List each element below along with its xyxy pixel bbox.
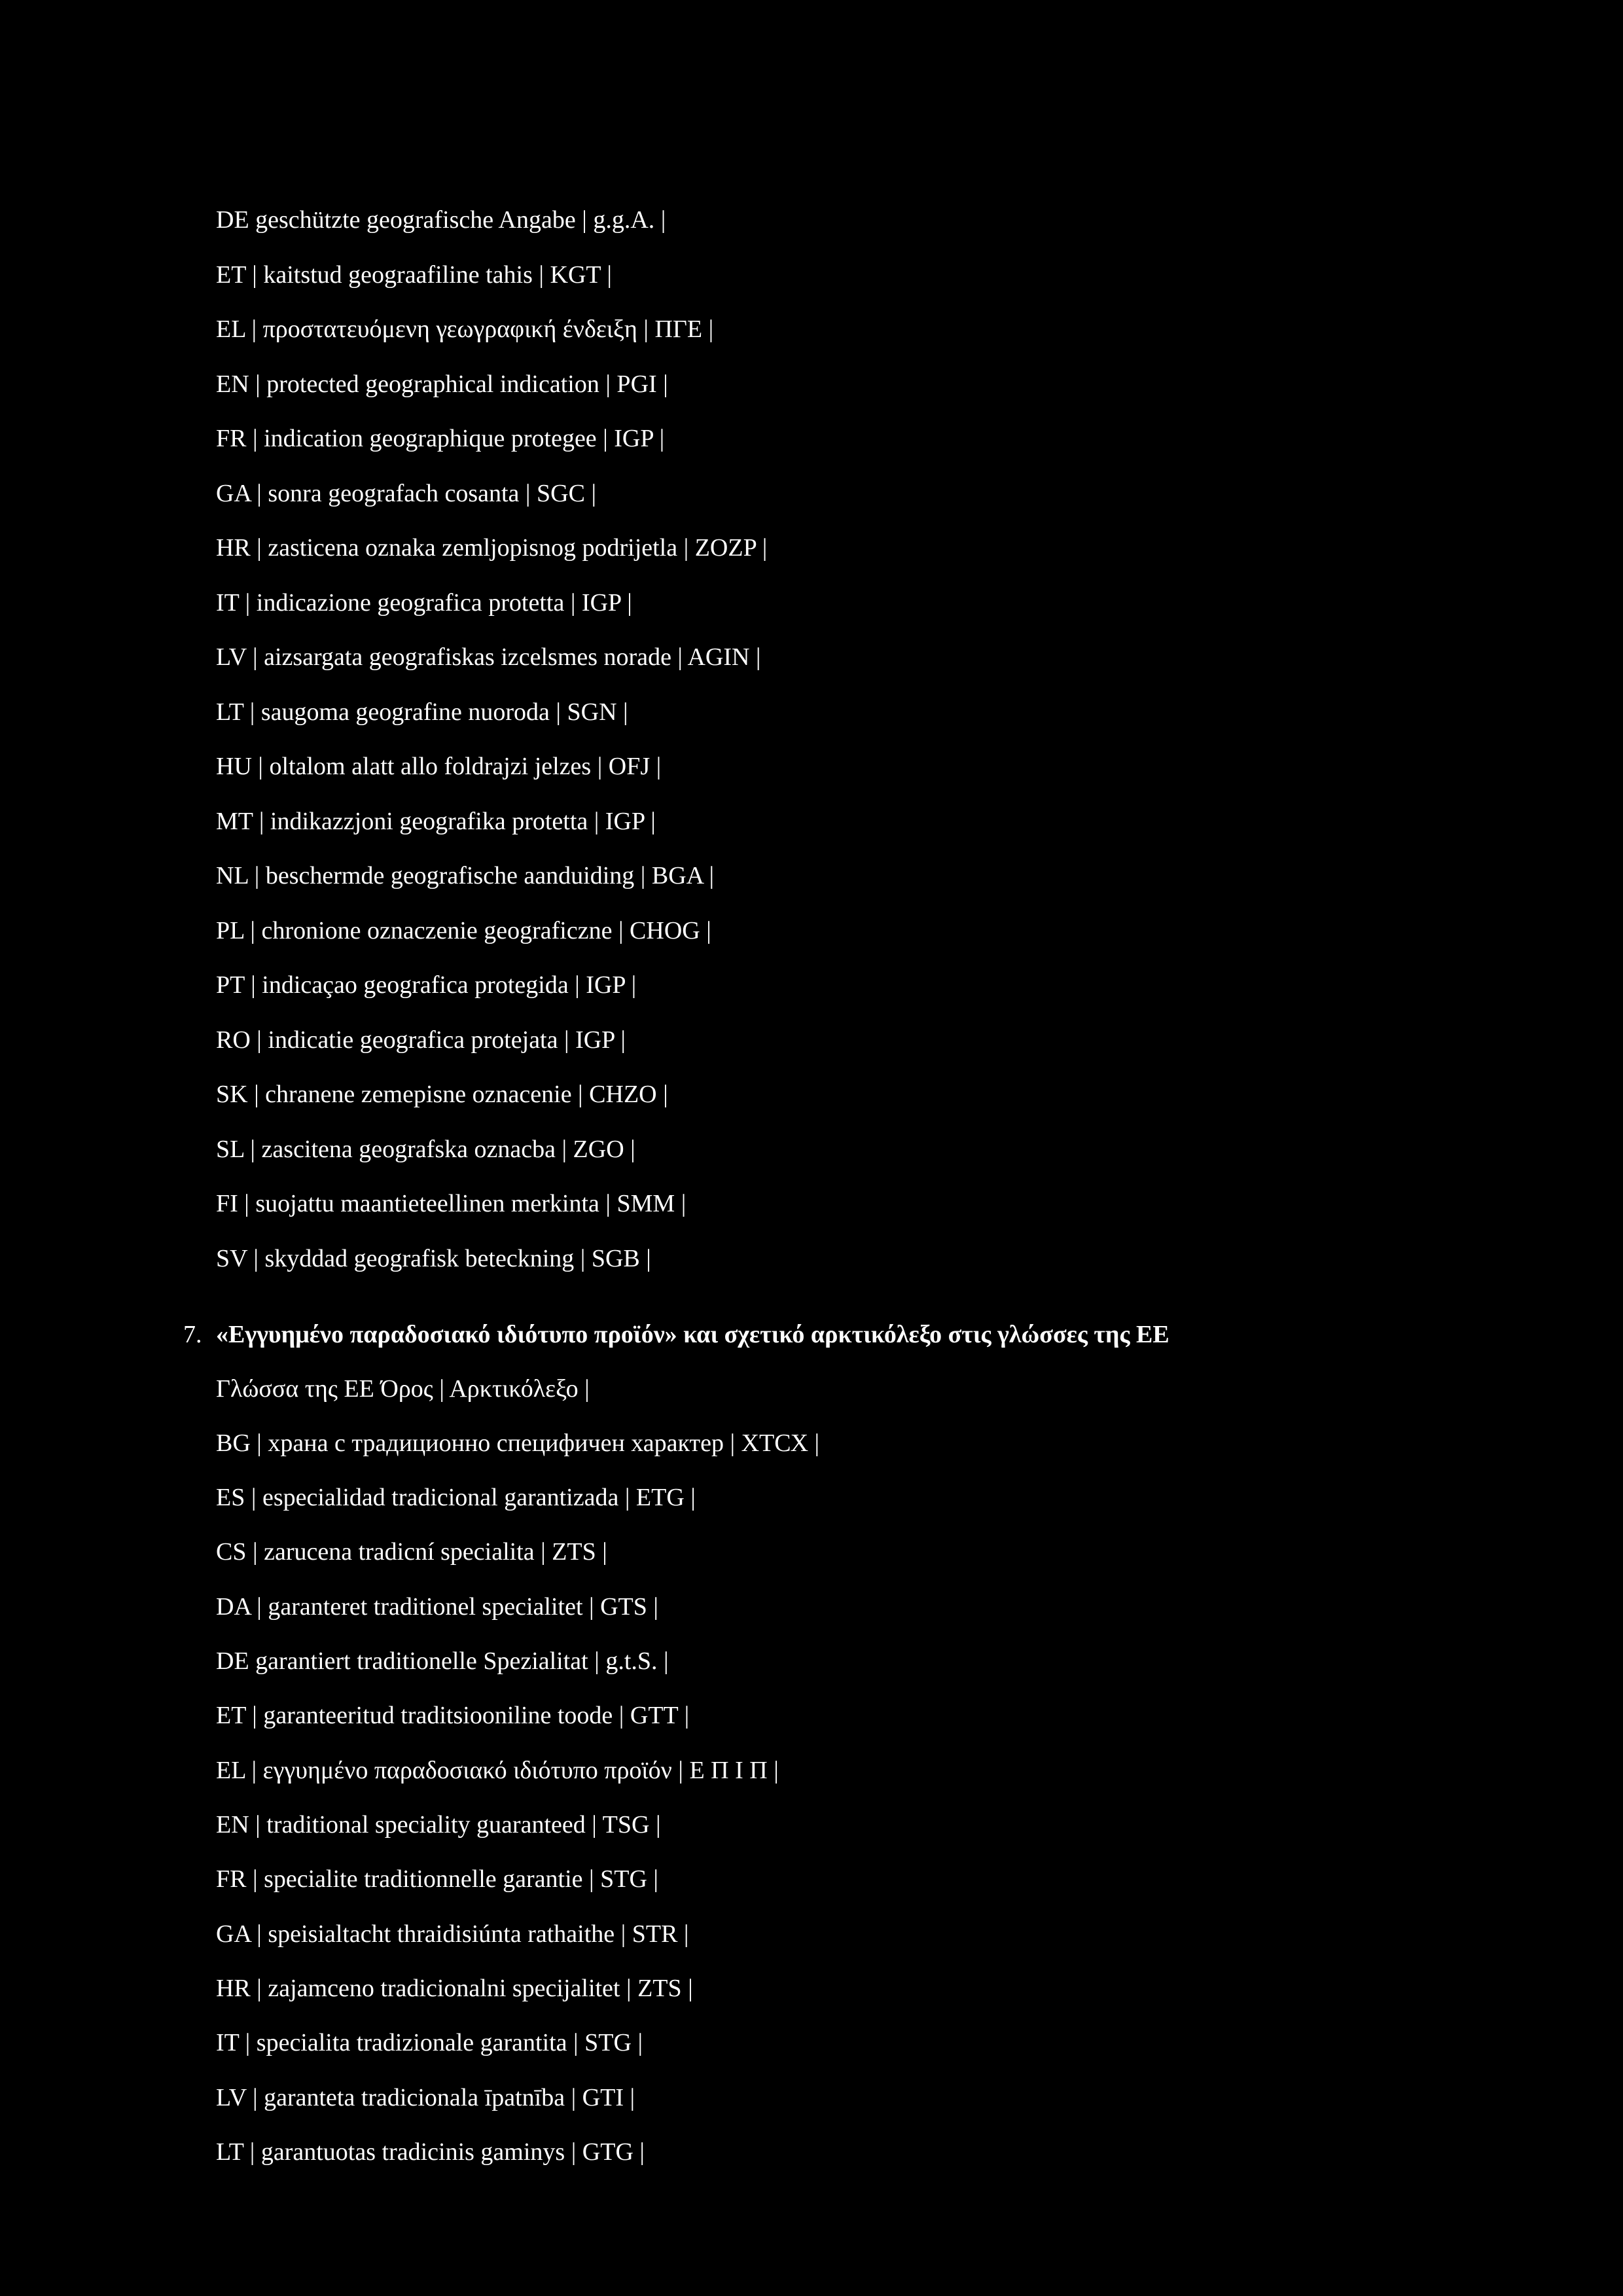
term-line-sk: SK | chranene zemepisne oznacenie | CHZO | xyxy=(216,1081,668,1108)
tsg-line-hr: HR | zajamceno tradicionalni specijalitet | ZTS | xyxy=(216,1975,693,2002)
term-line-ga: GA | sonra geografach cosanta | SGC | xyxy=(216,480,597,507)
term-line-nl: NL | beschermde geografische aanduiding | BGA | xyxy=(216,862,715,889)
tsg-line-lt: LT | garantuotas tradicinis gaminys | GTG | xyxy=(216,2138,645,2166)
term-line-pt: PT | indicaçao geografica protegida | IGP | xyxy=(216,971,637,999)
term-line-hu: HU | oltalom alatt allo foldrajzi jelzes | OFJ | xyxy=(216,753,662,780)
term-line-ro: RO | indicatie geografica protejata | IGP | xyxy=(216,1026,626,1054)
section-7-heading xyxy=(183,1320,1169,1349)
term-line-de: DE geschützte geografische Angabe | g.g.A. | xyxy=(216,206,666,234)
term-line-lv: LV | aizsargata geografiskas izcelsmes norade | AGIN | xyxy=(216,643,761,671)
tsg-line-de: DE garantiert traditionelle Spezialitat | g.t.S. | xyxy=(216,1647,669,1675)
tsg-line-lv: LV | garanteta tradicionala īpatnība | GTI | xyxy=(216,2084,635,2111)
term-line-it: IT | indicazione geografica protetta | IGP | xyxy=(216,589,632,617)
term-line-sv: SV | skyddad geografisk beteckning | SGB | xyxy=(216,1245,651,1272)
tsg-line-cs: CS | zarucena tradicní specialita | ZTS | xyxy=(216,1538,607,1566)
term-line-mt: MT | indikazzjoni geografika protetta | IGP | xyxy=(216,808,656,835)
term-line-lt: LT | saugoma geografine nuoroda | SGN | xyxy=(216,698,628,726)
term-line-sl: SL | zascitena geografska oznacba | ZGO | xyxy=(216,1136,635,1163)
section-number: 7. xyxy=(183,1321,202,1348)
tsg-line-es: ES | especialidad tradicional garantizada | ETG | xyxy=(216,1484,696,1511)
tsg-line-bg: BG | храна с традиционно специфичен характер | ХТСХ | xyxy=(216,1429,820,1457)
section-title: «Εγγυημένο παραδοσιακό ιδιότυπο προϊόν» και σχετικό αρκτικόλεξο στις γλώσσες της ΕΕ xyxy=(216,1321,1169,1348)
tsg-line-fr: FR | specialite traditionnelle garantie | STG | xyxy=(216,1865,659,1893)
term-line-el: EL | προστατευόμενη γεωγραφική ένδειξη | ΠΓΕ | xyxy=(216,315,714,343)
tsg-line-el: EL | εγγυημένο παραδοσιακό ιδιότυπο προϊόν | Ε Π Ι Π | xyxy=(216,1757,779,1784)
term-line-en: EN | protected geographical indication | PGI | xyxy=(216,370,668,398)
term-line-fi: FI | suojattu maantieteellinen merkinta | SMM | xyxy=(216,1190,687,1217)
term-line-fr: FR | indication geographique protegee | IGP | xyxy=(216,425,665,452)
tsg-line-da: DA | garanteret traditionel specialitet | GTS | xyxy=(216,1593,659,1621)
term-line-pl: PL | chronione oznaczenie geograficzne | CHOG | xyxy=(216,917,711,944)
term-line-et: ET | kaitstud geograafiline tahis | KGT | xyxy=(216,261,613,289)
table-header-line: Γλώσσα της ΕΕ Όρος | Αρκτικόλεξο | xyxy=(216,1375,590,1403)
tsg-line-et: ET | garanteeritud traditsiooniline toode | GTT | xyxy=(216,1702,690,1729)
tsg-line-en: EN | traditional speciality guaranteed | TSG | xyxy=(216,1811,661,1839)
term-line-hr: HR | zasticena oznaka zemljopisnog podrijetla | ZOZP | xyxy=(216,534,768,562)
tsg-line-ga: GA | speisialtacht thraidisiúnta rathaithe | STR | xyxy=(216,1920,689,1948)
tsg-line-it: IT | specialita tradizionale garantita | STG | xyxy=(216,2029,643,2056)
